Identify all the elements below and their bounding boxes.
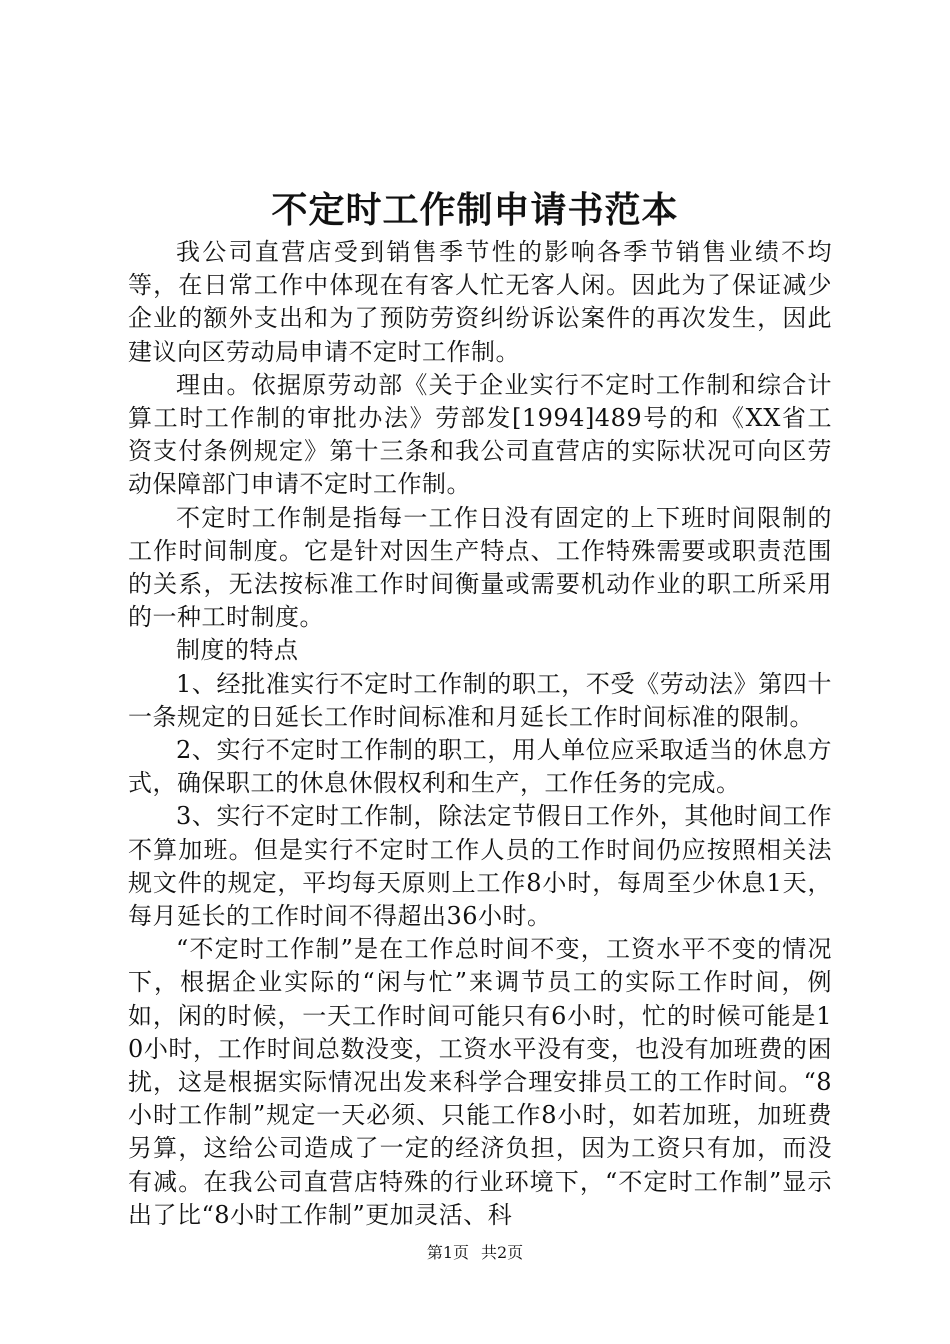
paragraph-reason: 理由。依据原劳动部《关于企业实行不定时工作制和综合计算工时工作制的审批办法》劳部发[1994]489号的和《XX省工资支付条例规定》第十三条和我公司直营店的实际状况可向区劳动保障部门申请不定时工作制。	[128, 370, 832, 499]
paragraph-feature-2: 2、实行不定时工作制的职工，用人单位应采取适当的休息方式，确保职工的休息休假权利和生产，工作任务的完成。	[128, 736, 832, 798]
paragraph-definition: 不定时工作制是指每一工作日没有固定的上下班时间限制的工作时间制度。它是针对因生产特点、工作特殊需要或职责范围的关系，无法按标准工作时间衡量或需要机动作业的职工所采用的一种工时制度。	[128, 503, 832, 632]
paragraph-feature-3: 3、实行不定时工作制，除法定节假日工作外，其他时间工作不算加班。但是实行不定时工作人员的工作时间仍应按照相关法规文件的规定，平均每天原则上工作8小时，每周至少休息1天，每月延长的工作时间不得超出36小时。	[128, 802, 832, 931]
page-number: 第1页	[426, 1243, 469, 1262]
page-footer	[0, 1242, 950, 1264]
page-total: 共2页	[481, 1243, 524, 1262]
document-title: 不定时工作制申请书范本	[271, 189, 679, 231]
paragraph-comparison: “不定时工作制”是在工作总时间不变，工资水平不变的情况下，根据企业实际的“闲与忙”来调节员工的实际工作时间，例如，闲的时候，一天工作时间可能只有6小时，忙的时候可能是10小时，工作时间总数没变，工资水平没有变，也没有加班费的困扰，这是根据实际情况出发来科学合理安排员工的工作时间。“8小时工作制”规定一天必须、只能工作8小时，如若加班，加班费另算，这给公司造成了一定的经济负担，因为工资只有加，而没有减。在我公司直营店特殊的行业环境下，“不定时工作制”显示出了比“8小时工作制”更加灵活、科	[128, 935, 832, 1229]
paragraph-feature-1: 1、经批准实行不定时工作制的职工，不受《劳动法》第四十一条规定的日延长工作时间标准和月延长工作时间标准的限制。	[128, 669, 832, 731]
document-body	[128, 236, 832, 1232]
paragraph-intro: 我公司直营店受到销售季节性的影响各季节销售业绩不均等，在日常工作中体现在有客人忙无客人闲。因此为了保证减少企业的额外支出和为了预防劳资纠纷诉讼案件的再次发生，因此建议向区劳动局申请不定时工作制。	[128, 238, 832, 366]
paragraph-features-heading: 制度的特点	[176, 636, 299, 665]
